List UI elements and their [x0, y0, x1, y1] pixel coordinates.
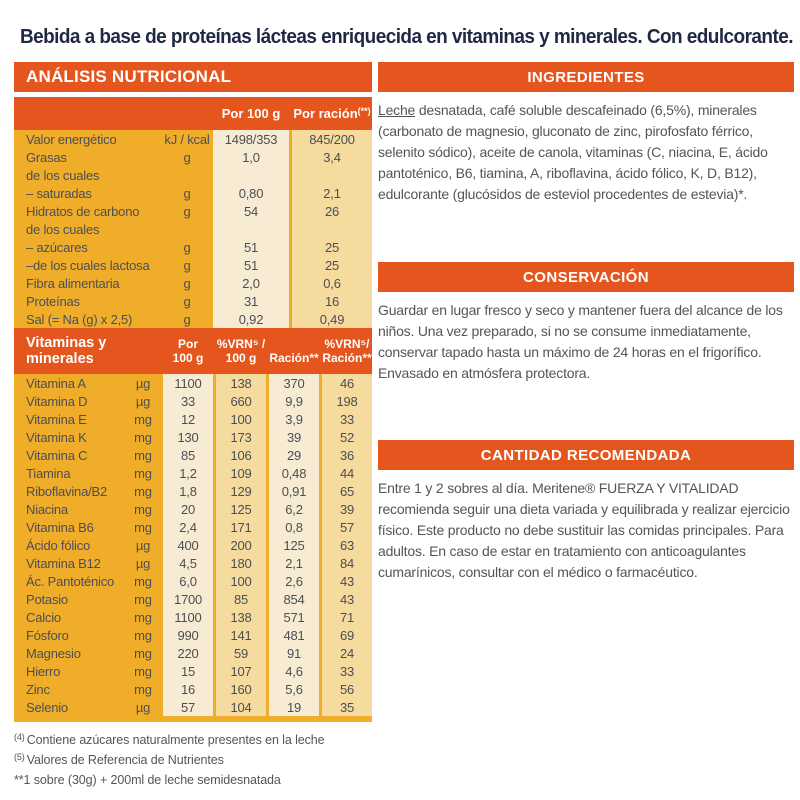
- vitamin-vrn-per-100g: 180: [216, 554, 266, 572]
- vitamin-per-100g: 1700: [163, 590, 213, 608]
- vitamin-per-100g: 12: [163, 410, 213, 428]
- vitamin-per-100g: 33: [163, 392, 213, 410]
- vitamin-row: [14, 446, 372, 464]
- vitamin-row: [14, 428, 372, 446]
- vitamin-per-racion: 5,6: [269, 680, 319, 698]
- vitamin-vrn-per-racion: 33: [322, 410, 372, 428]
- recommended-amount-text: Entre 1 y 2 sobres al día. Meritene® FUERZA Y VITALIDAD recomienda seguir una dieta variada y equilibrada y realizar ejercicio físico. Este producto no debe sustituir las comidas principales. Para adultos. En caso de estar en tratamiento con anticoagulantes cumarínicos, consultar con el médico o farmacéutico.: [378, 480, 790, 580]
- vitamin-vrn-per-racion: 84: [322, 554, 372, 572]
- vitamin-row: [14, 626, 372, 644]
- vitamin-vrn-per-racion: 198: [322, 392, 372, 410]
- vitamin-per-100g: 57: [163, 698, 213, 716]
- racion-footnote-marker: (**): [357, 106, 371, 116]
- conservation-text: Guardar en lugar fresco y seco y mantener fuera del alcance de los niños. Una vez preparado, si no se consume inmediatamente, conservar tapado hasta un máximo de 24 horas en el frigorífico. Envasado en atmósfera protectora.: [378, 302, 783, 381]
- vitamin-row: [14, 518, 372, 536]
- vitamin-vrn-per-100g: 104: [216, 698, 266, 716]
- vitamin-per-racion: 2,6: [269, 572, 319, 590]
- nutrient-name: de los cuales: [26, 167, 100, 183]
- vitamin-vrn-per-racion: 65: [322, 482, 372, 500]
- nutrient-unit: g: [183, 203, 191, 219]
- vitamin-vrn-per-racion: 52: [322, 428, 372, 446]
- vitamin-per-racion: 854: [269, 590, 319, 608]
- vitamin-per-100g: 220: [163, 644, 213, 662]
- vitamin-per-100g: 6,0: [163, 572, 213, 590]
- vitamin-row: [14, 680, 372, 698]
- nutrition-row: [14, 274, 372, 292]
- vitamin-name: Vitamina A: [26, 375, 86, 391]
- column-header-vitamins-minerals: Vitaminas y minerales: [26, 335, 107, 367]
- nutrient-unit: g: [183, 275, 191, 291]
- vitamin-row: [14, 590, 372, 608]
- vitamin-vrn-per-100g: 59: [216, 644, 266, 662]
- info-panel: [378, 62, 794, 800]
- vitamin-unit: mg: [134, 627, 152, 643]
- vitamin-row: [14, 410, 372, 428]
- vitamin-vrn-per-100g: 138: [216, 608, 266, 626]
- vitamin-unit: mg: [134, 663, 152, 679]
- section-header-conservacion: CONSERVACIÓN: [378, 262, 794, 292]
- vitamin-per-racion: 2,1: [269, 554, 319, 572]
- nutrient-unit: g: [183, 185, 191, 201]
- product-description: Bebida a base de proteínas lácteas enriquecida en vitaminas y minerales. Con edulcorante.: [20, 26, 793, 48]
- vitamin-row: [14, 608, 372, 626]
- nutrition-panel: [14, 62, 372, 790]
- section-header-ingredientes: INGREDIENTES: [378, 62, 794, 92]
- vitamin-name: Magnesio: [26, 645, 81, 661]
- vitamin-unit: mg: [134, 591, 152, 607]
- vitamin-name: Potasio: [26, 591, 68, 607]
- vitamin-vrn-per-100g: 106: [216, 446, 266, 464]
- nutrition-row: [14, 130, 372, 148]
- vitamin-vrn-per-100g: 100: [216, 572, 266, 590]
- column-header-per-100g: Por 100 g: [221, 106, 281, 121]
- value-per-100g: 54: [213, 202, 289, 220]
- vitamin-vrn-per-100g: 171: [216, 518, 266, 536]
- value-per-100g: 0,92: [213, 310, 289, 328]
- vitamin-vrn-per-100g: 200: [216, 536, 266, 554]
- footnote-serving: **1 sobre (30g) + 200ml de leche semidesnatada: [14, 773, 281, 787]
- vitamin-unit: mg: [134, 645, 152, 661]
- recommended-amount-section: [378, 440, 794, 583]
- vitamin-vrn-per-racion: 33: [322, 662, 372, 680]
- vitamins-table-header: [14, 328, 372, 374]
- vitamin-per-100g: 1,8: [163, 482, 213, 500]
- nutrient-name: Sal (= Na (g) x 2,5): [26, 311, 133, 327]
- vitamin-vrn-per-racion: 63: [322, 536, 372, 554]
- value-per-100g: 1,0: [213, 148, 289, 166]
- vitamin-per-racion: 91: [269, 644, 319, 662]
- nutrition-rows: [14, 130, 372, 328]
- nutrient-name: Fibra alimentaria: [26, 275, 120, 291]
- value-per-racion: 3,4: [292, 148, 372, 166]
- value-per-100g: 0,80: [213, 184, 289, 202]
- footnote-5: $^{(5)}$ Valores de Referencia de Nutrientes: [14, 752, 224, 767]
- nutrient-unit: g: [183, 239, 191, 255]
- value-per-100g: 51: [213, 238, 289, 256]
- column-header-vrn-per-racion: %VRN⁵/ Ración**: [322, 337, 372, 365]
- vitamin-unit: µg: [135, 699, 151, 715]
- vitamin-row: [14, 554, 372, 572]
- vitamin-per-100g: 400: [163, 536, 213, 554]
- column-header-vit-per-100g: Por 100 g: [172, 337, 204, 365]
- vitamin-per-100g: 1100: [163, 608, 213, 626]
- section-header-analisis-nutricional: ANÁLISIS NUTRICIONAL: [14, 62, 372, 92]
- value-per-100g: 31: [213, 292, 289, 310]
- vitamin-vrn-per-100g: 107: [216, 662, 266, 680]
- vitamin-row: [14, 500, 372, 518]
- vitamin-name: Vitamina B12: [26, 555, 101, 571]
- value-per-100g: [213, 166, 289, 184]
- column-header-vrn-per-100g: %VRN⁵ / 100 g: [216, 337, 266, 365]
- vitamin-row: [14, 662, 372, 680]
- vitamin-name: Vitamina C: [26, 447, 88, 463]
- vitamin-unit: mg: [134, 573, 152, 589]
- vitamin-vrn-per-100g: 173: [216, 428, 266, 446]
- nutrition-table-header: [14, 97, 372, 130]
- vitamin-per-racion: 0,91: [269, 482, 319, 500]
- column-header-racion: Ración**: [269, 351, 319, 365]
- vitamin-vrn-per-racion: 39: [322, 500, 372, 518]
- nutrition-table: [14, 97, 372, 722]
- vitamin-per-100g: 15: [163, 662, 213, 680]
- nutrition-row: [14, 148, 372, 166]
- vitamin-per-racion: 29: [269, 446, 319, 464]
- value-per-racion: 845/200: [292, 130, 372, 148]
- nutrition-row: [14, 238, 372, 256]
- vitamin-vrn-per-100g: 85: [216, 590, 266, 608]
- vitamin-per-100g: 1100: [163, 374, 213, 392]
- vitamin-per-100g: 20: [163, 500, 213, 518]
- vitamin-per-100g: 4,5: [163, 554, 213, 572]
- vitamin-row: [14, 374, 372, 392]
- vitamin-name: Vitamina K: [26, 429, 87, 445]
- vitamin-unit: µg: [135, 537, 151, 553]
- vitamin-vrn-per-racion: 46: [322, 374, 372, 392]
- nutrient-name: Proteínas: [26, 293, 80, 309]
- vitamin-name: Tiamina: [26, 465, 71, 481]
- vitamin-row: [14, 698, 372, 716]
- vitamin-name: Selenio: [26, 699, 68, 715]
- vitamin-unit: mg: [134, 501, 152, 517]
- nutrient-name: – azúcares: [26, 239, 88, 255]
- vitamin-per-racion: 9,9: [269, 392, 319, 410]
- vitamin-per-100g: 16: [163, 680, 213, 698]
- vitamin-vrn-per-100g: 141: [216, 626, 266, 644]
- vitamin-per-racion: 6,2: [269, 500, 319, 518]
- vitamin-unit: mg: [134, 411, 152, 427]
- vitamin-per-100g: 990: [163, 626, 213, 644]
- vitamin-per-100g: 130: [163, 428, 213, 446]
- nutrition-row: [14, 184, 372, 202]
- vitamin-row: [14, 536, 372, 554]
- nutrient-name: Valor energético: [26, 131, 117, 147]
- nutrient-name: –de los cuales lactosa: [26, 257, 150, 273]
- vitamin-unit: mg: [134, 483, 152, 499]
- nutrient-name: Grasas: [26, 149, 67, 165]
- conservation-section: [378, 262, 794, 384]
- vitamin-vrn-per-100g: 109: [216, 464, 266, 482]
- vitamin-name: Calcio: [26, 609, 61, 625]
- nutrition-row: [14, 256, 372, 274]
- ingredients-section: [378, 62, 794, 205]
- vitamin-per-racion: 19: [269, 698, 319, 716]
- vitamin-name: Vitamina E: [26, 411, 87, 427]
- value-per-racion: 26: [292, 202, 372, 220]
- vitamin-unit: µg: [135, 375, 151, 391]
- vitamin-unit: µg: [135, 393, 151, 409]
- vitamin-name: Fósforo: [26, 627, 69, 643]
- vitamin-vrn-per-racion: 69: [322, 626, 372, 644]
- value-per-racion: 16: [292, 292, 372, 310]
- vitamin-per-100g: 85: [163, 446, 213, 464]
- value-per-racion: 25: [292, 256, 372, 274]
- vitamin-per-racion: 0,48: [269, 464, 319, 482]
- nutrition-row: [14, 220, 372, 238]
- vitamin-name: Vitamina D: [26, 393, 88, 409]
- nutrient-unit: g: [183, 257, 191, 273]
- vitamin-vrn-per-racion: 43: [322, 572, 372, 590]
- value-per-racion: 25: [292, 238, 372, 256]
- ingredients-text: Leche desnatada, café soluble descafeinado (6,5%), minerales (carbonato de magnesio, gluconato de zinc, pirofosfato férrico, selenito sódico), aceite de canola, vitaminas (C, niacina, E, ácido pantoténico, B6, tiamina, A, riboflavina, ácido fólico, K, D, B12), edulcorante (glucósidos de esteviol procedentes de estevia)*.: [378, 102, 768, 202]
- vitamin-per-100g: 1,2: [163, 464, 213, 482]
- vitamin-per-100g: 2,4: [163, 518, 213, 536]
- vitamin-unit: mg: [134, 681, 152, 697]
- vitamin-per-racion: 370: [269, 374, 319, 392]
- vitamin-vrn-per-racion: 44: [322, 464, 372, 482]
- value-per-racion: 0,6: [292, 274, 372, 292]
- vitamin-unit: µg: [135, 555, 151, 571]
- vitamin-unit: mg: [134, 429, 152, 445]
- vitamin-per-racion: 3,9: [269, 410, 319, 428]
- allergen-leche: Leche: [378, 102, 416, 118]
- vitamin-vrn-per-100g: 160: [216, 680, 266, 698]
- value-per-racion: [292, 166, 372, 184]
- vitamin-row: [14, 392, 372, 410]
- nutrient-unit: g: [183, 293, 191, 309]
- vitamin-name: Zinc: [26, 681, 50, 697]
- nutrient-unit: g: [183, 311, 191, 327]
- vitamin-per-racion: 481: [269, 626, 319, 644]
- nutrient-name: – saturadas: [26, 185, 92, 201]
- footnotes: [14, 731, 372, 790]
- value-per-racion: 2,1: [292, 184, 372, 202]
- nutrition-row: [14, 202, 372, 220]
- section-header-cantidad-recomendada: CANTIDAD RECOMENDADA: [378, 440, 794, 470]
- value-per-100g: [213, 220, 289, 238]
- vitamin-vrn-per-racion: 24: [322, 644, 372, 662]
- vitamin-vrn-per-100g: 129: [216, 482, 266, 500]
- vitamin-unit: mg: [134, 447, 152, 463]
- vitamin-per-racion: 4,6: [269, 662, 319, 680]
- vitamin-row: [14, 644, 372, 662]
- value-per-racion: [292, 220, 372, 238]
- vitamin-vrn-per-racion: 56: [322, 680, 372, 698]
- vitamin-vrn-per-racion: 57: [322, 518, 372, 536]
- vitamin-name: Niacina: [26, 501, 68, 517]
- vitamin-row: [14, 482, 372, 500]
- nutrient-name: de los cuales: [26, 221, 100, 237]
- vitamin-name: Ác. Pantoténico: [26, 573, 115, 589]
- value-per-100g: 51: [213, 256, 289, 274]
- footnote-4: $^{(4)}$ Contiene azúcares naturalmente presentes en la leche: [14, 732, 325, 747]
- vitamin-per-racion: 0,8: [269, 518, 319, 536]
- value-per-100g: 2,0: [213, 274, 289, 292]
- vitamin-row: [14, 572, 372, 590]
- value-per-100g: 1498/353: [213, 130, 289, 148]
- vitamin-row: [14, 464, 372, 482]
- nutrient-unit: g: [183, 149, 191, 165]
- vitamin-name: Riboflavina/B2: [26, 483, 108, 499]
- vitamin-vrn-per-racion: 35: [322, 698, 372, 716]
- vitamin-vrn-per-100g: 125: [216, 500, 266, 518]
- vitamin-unit: mg: [134, 465, 152, 481]
- column-header-per-racion: Por ración(**): [293, 106, 371, 121]
- nutrition-row: [14, 310, 372, 328]
- vitamin-unit: mg: [134, 609, 152, 625]
- vitamin-vrn-per-racion: 36: [322, 446, 372, 464]
- vitamin-vrn-per-100g: 138: [216, 374, 266, 392]
- vitamin-vrn-per-100g: 100: [216, 410, 266, 428]
- value-per-racion: 0,49: [292, 310, 372, 328]
- vitamin-per-racion: 125: [269, 536, 319, 554]
- vitamin-name: Vitamina B6: [26, 519, 94, 535]
- vitamin-unit: mg: [134, 519, 152, 535]
- nutrient-name: Hidratos de carbono: [26, 203, 140, 219]
- nutrient-unit: kJ / kcal: [164, 131, 210, 147]
- vitamin-vrn-per-racion: 43: [322, 590, 372, 608]
- nutrition-row: [14, 166, 372, 184]
- vitamin-vrn-per-racion: 71: [322, 608, 372, 626]
- vitamin-vrn-per-100g: 660: [216, 392, 266, 410]
- vitamin-rows: [14, 374, 372, 716]
- vitamin-name: Hierro: [26, 663, 61, 679]
- vitamin-per-racion: 571: [269, 608, 319, 626]
- vitamin-per-racion: 39: [269, 428, 319, 446]
- vitamin-name: Ácido fólico: [26, 537, 91, 553]
- nutrition-row: [14, 292, 372, 310]
